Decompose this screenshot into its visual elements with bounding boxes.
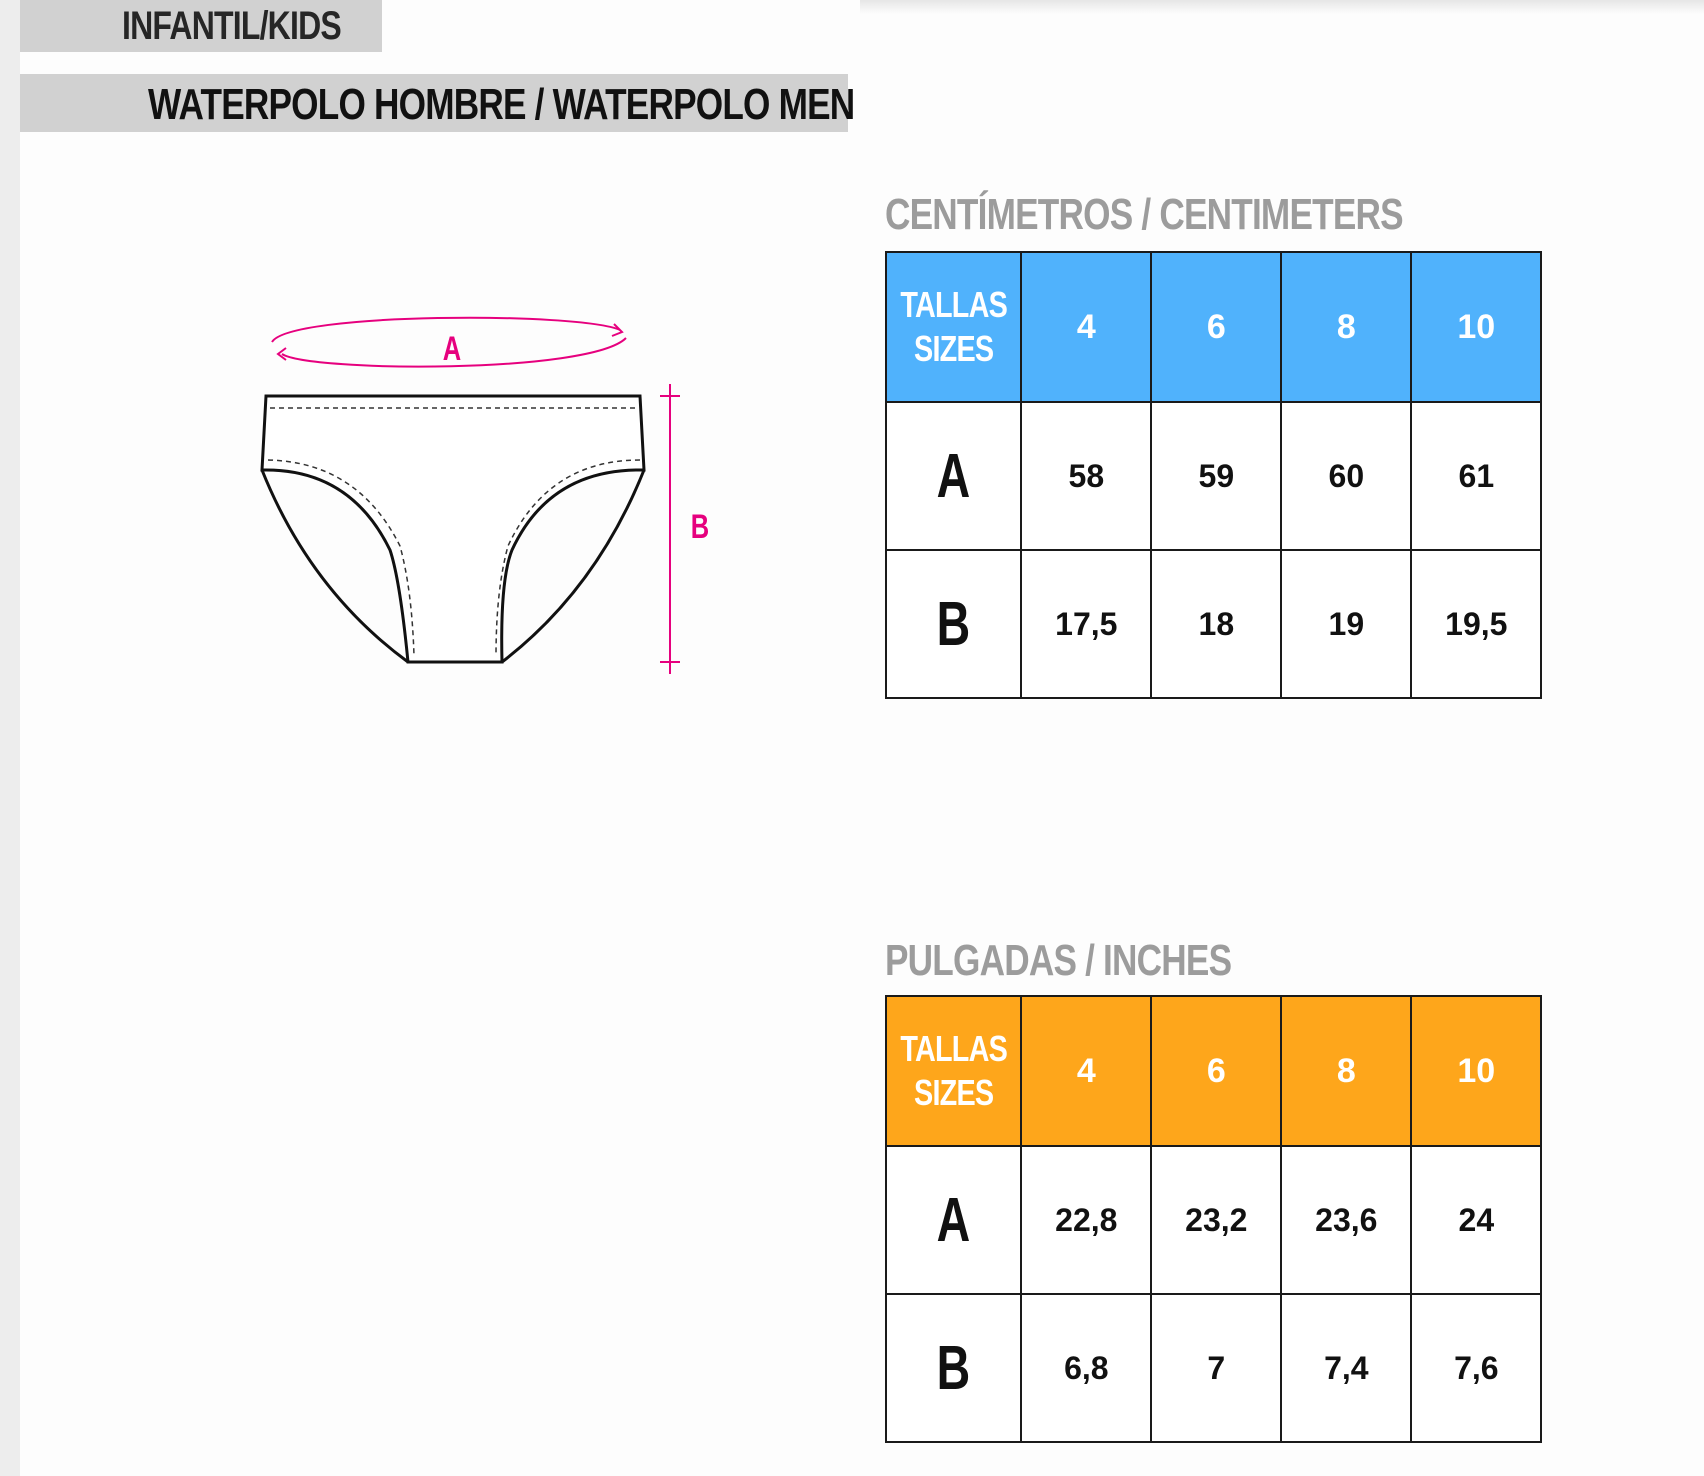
table-cell: 19,5	[1411, 550, 1541, 698]
table-cell: 6,8	[1021, 1294, 1151, 1442]
table-cell: 24	[1411, 1146, 1541, 1294]
product-title: WATERPOLO HOMBRE / WATERPOLO MEN	[148, 80, 855, 129]
brief-size-diagram	[250, 300, 730, 700]
row-label-a: A	[886, 402, 1021, 550]
centimeters-heading: CENTÍMETROS / CENTIMETERS	[885, 190, 1403, 239]
height-measure-line	[660, 384, 680, 674]
row-label-a: A	[886, 1146, 1021, 1294]
table-cell: 18	[1151, 550, 1281, 698]
table-cell: 17,5	[1021, 550, 1151, 698]
size-4-header: 4	[1021, 252, 1151, 402]
label-a: A	[442, 330, 462, 368]
category-tab-label: INFANTIL/KIDS	[122, 4, 341, 48]
table-cell: 7,4	[1281, 1294, 1411, 1442]
sizes-label: SIZES	[914, 328, 994, 369]
tallas-label: TALLAS	[900, 284, 1007, 325]
size-header-row	[886, 996, 1541, 1146]
table-cell: 19	[1281, 550, 1411, 698]
row-label-b: B	[886, 1294, 1021, 1442]
size-4-header: 4	[1021, 996, 1151, 1146]
inches-size-table	[885, 995, 1542, 1443]
table-cell: 23,6	[1281, 1146, 1411, 1294]
table-cell: 7	[1151, 1294, 1281, 1442]
centimeters-size-table	[885, 251, 1542, 699]
table-cell: 7,6	[1411, 1294, 1541, 1442]
label-b: B	[690, 508, 710, 546]
sizes-header-cell	[886, 996, 1021, 1146]
inches-heading: PULGADAS / INCHES	[885, 936, 1232, 985]
category-tab[interactable]	[20, 0, 382, 52]
table-row	[886, 550, 1541, 698]
row-label-b: B	[886, 550, 1021, 698]
brief-outline	[262, 396, 644, 662]
table-row	[886, 1146, 1541, 1294]
table-cell: 23,2	[1151, 1146, 1281, 1294]
size-header-row	[886, 252, 1541, 402]
sizes-label: SIZES	[914, 1072, 994, 1113]
table-cell: 22,8	[1021, 1146, 1151, 1294]
top-shadow	[860, 0, 1704, 14]
size-10-header: 10	[1411, 252, 1541, 402]
sizes-header-cell	[886, 252, 1021, 402]
left-margin-strip	[0, 0, 20, 1476]
product-title-bar	[20, 74, 855, 132]
table-row	[886, 402, 1541, 550]
table-row	[886, 1294, 1541, 1442]
size-6-header: 6	[1151, 996, 1281, 1146]
size-8-header: 8	[1281, 252, 1411, 402]
table-cell: 59	[1151, 402, 1281, 550]
tallas-label: TALLAS	[900, 1028, 1007, 1069]
table-cell: 58	[1021, 402, 1151, 550]
size-10-header: 10	[1411, 996, 1541, 1146]
size-6-header: 6	[1151, 252, 1281, 402]
table-cell: 60	[1281, 402, 1411, 550]
table-cell: 61	[1411, 402, 1541, 550]
size-8-header: 8	[1281, 996, 1411, 1146]
